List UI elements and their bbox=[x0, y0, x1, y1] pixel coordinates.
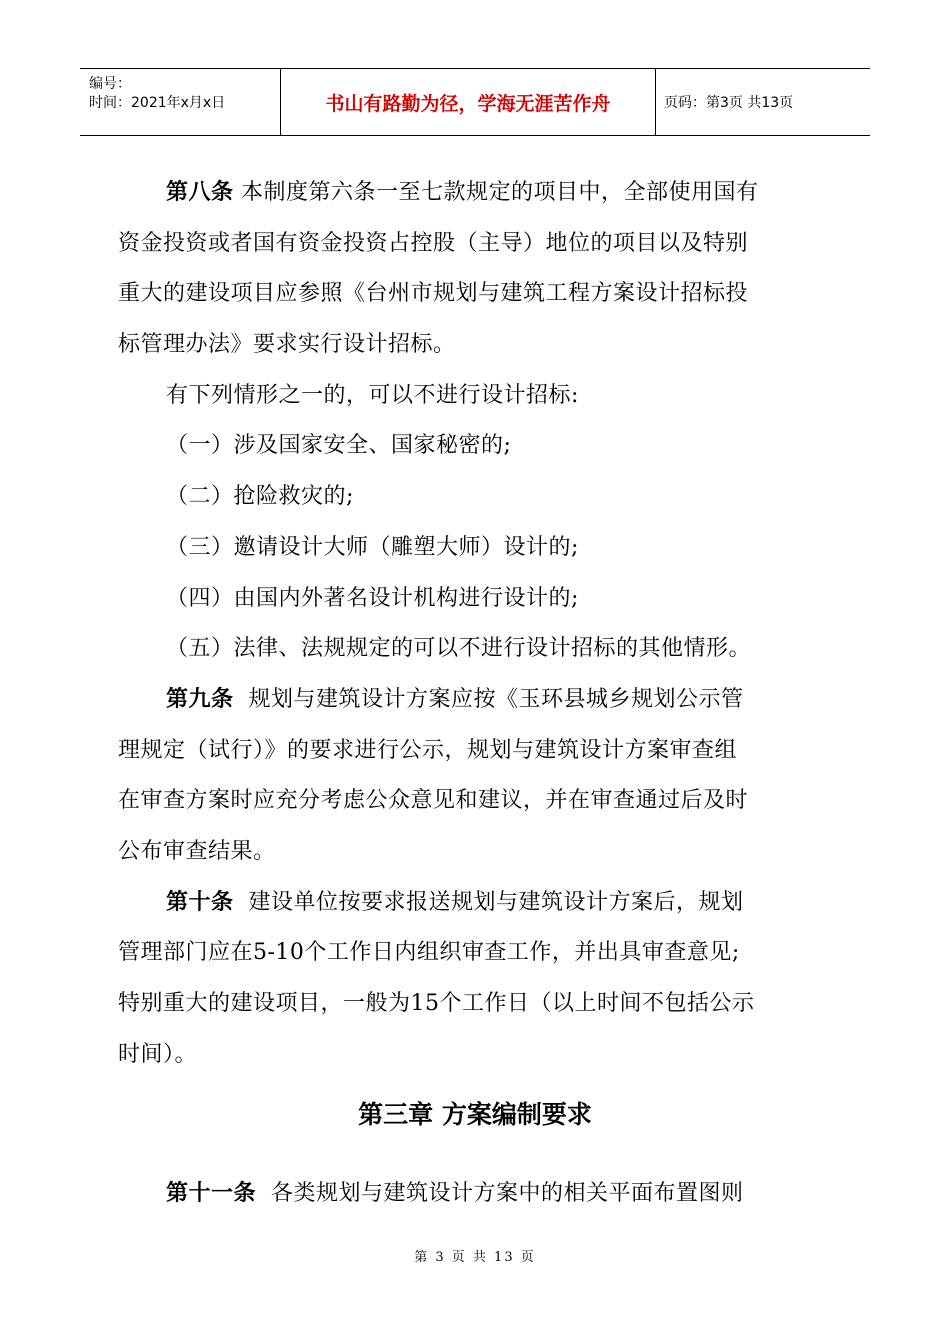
article-9-text: 规划与建筑设计方案应按《玉环县城乡规划公示管 bbox=[248, 686, 744, 712]
chapter-3-heading: 第三章 方案编制要求 bbox=[358, 1100, 592, 1129]
header-meta bbox=[80, 69, 281, 135]
article-9-title: 第九条 bbox=[166, 686, 234, 712]
article-9-line bbox=[118, 675, 832, 726]
header-page-info: 页码：第3页 共13页 bbox=[664, 95, 794, 111]
article-8-line: 标管理办法》要求实行设计招标。 bbox=[118, 332, 456, 358]
article-10-text: 建设单位按要求报送规划与建筑设计方案后，规划 bbox=[248, 889, 744, 915]
article-10-line bbox=[118, 878, 832, 929]
article-8-line: 资金投资或者国有资金投资占控股（主导）地位的项目以及特别 bbox=[118, 230, 749, 256]
article-11-title: 第十一条 bbox=[166, 1181, 257, 1206]
article-9-line: 理规定（试行）》的要求进行公示，规划与建筑设计方案审查组 bbox=[118, 737, 738, 763]
article-11-text: 各类规划与建筑设计方案中的相关平面布置图则 bbox=[271, 1181, 744, 1206]
article-11-line bbox=[118, 1169, 832, 1220]
header-motto: 书山有路勤为径，学海无涯苦作舟 bbox=[281, 69, 656, 135]
article-10-line: 特别重大的建设项目，一般为15个工作日（以上时间不包括公示 bbox=[118, 991, 755, 1016]
exemption-item: （四）由国内外著名设计机构进行设计的; bbox=[166, 585, 579, 611]
exemption-item: （五）法律、法规规定的可以不进行设计招标的其他情形。 bbox=[166, 636, 752, 662]
header-number-label: 编号： bbox=[89, 76, 131, 92]
article-8-line: 重大的建设项目应参照《台州市规划与建筑工程方案设计招标投 bbox=[118, 281, 749, 307]
article-9-line: 公布审查结果。 bbox=[118, 838, 276, 864]
article-9-line: 在审查方案时应充分考虑公众意见和建议，并在审查通过后及时 bbox=[118, 788, 749, 814]
page-header bbox=[80, 68, 870, 136]
exemption-intro: 有下列情形之一的，可以不进行设计招标: bbox=[166, 382, 579, 408]
page-footer: 第 3 页 共 13 页 bbox=[414, 1250, 536, 1265]
article-10-line: 时间）。 bbox=[118, 1041, 198, 1067]
article-8-title: 第八条 bbox=[166, 180, 234, 205]
exemption-item: （三）邀请设计大师（雕塑大师）设计的; bbox=[166, 534, 579, 560]
exemption-item: （二）抢险救灾的; bbox=[166, 484, 354, 510]
article-10-title: 第十条 bbox=[166, 889, 234, 915]
article-8-line bbox=[118, 168, 832, 219]
exemption-item: （一）涉及国家安全、国家秘密的; bbox=[166, 433, 512, 459]
document-body bbox=[118, 168, 832, 1080]
header-time-label: 时间：2021年x月x日 bbox=[89, 95, 226, 111]
article-8-text: 本制度第六条一至七款规定的项目中，全部使用国有 bbox=[241, 180, 759, 205]
article-10-line: 管理部门应在5-10个工作日内组织审查工作，并出具审查意见; bbox=[118, 940, 740, 966]
article-11 bbox=[118, 1169, 832, 1220]
